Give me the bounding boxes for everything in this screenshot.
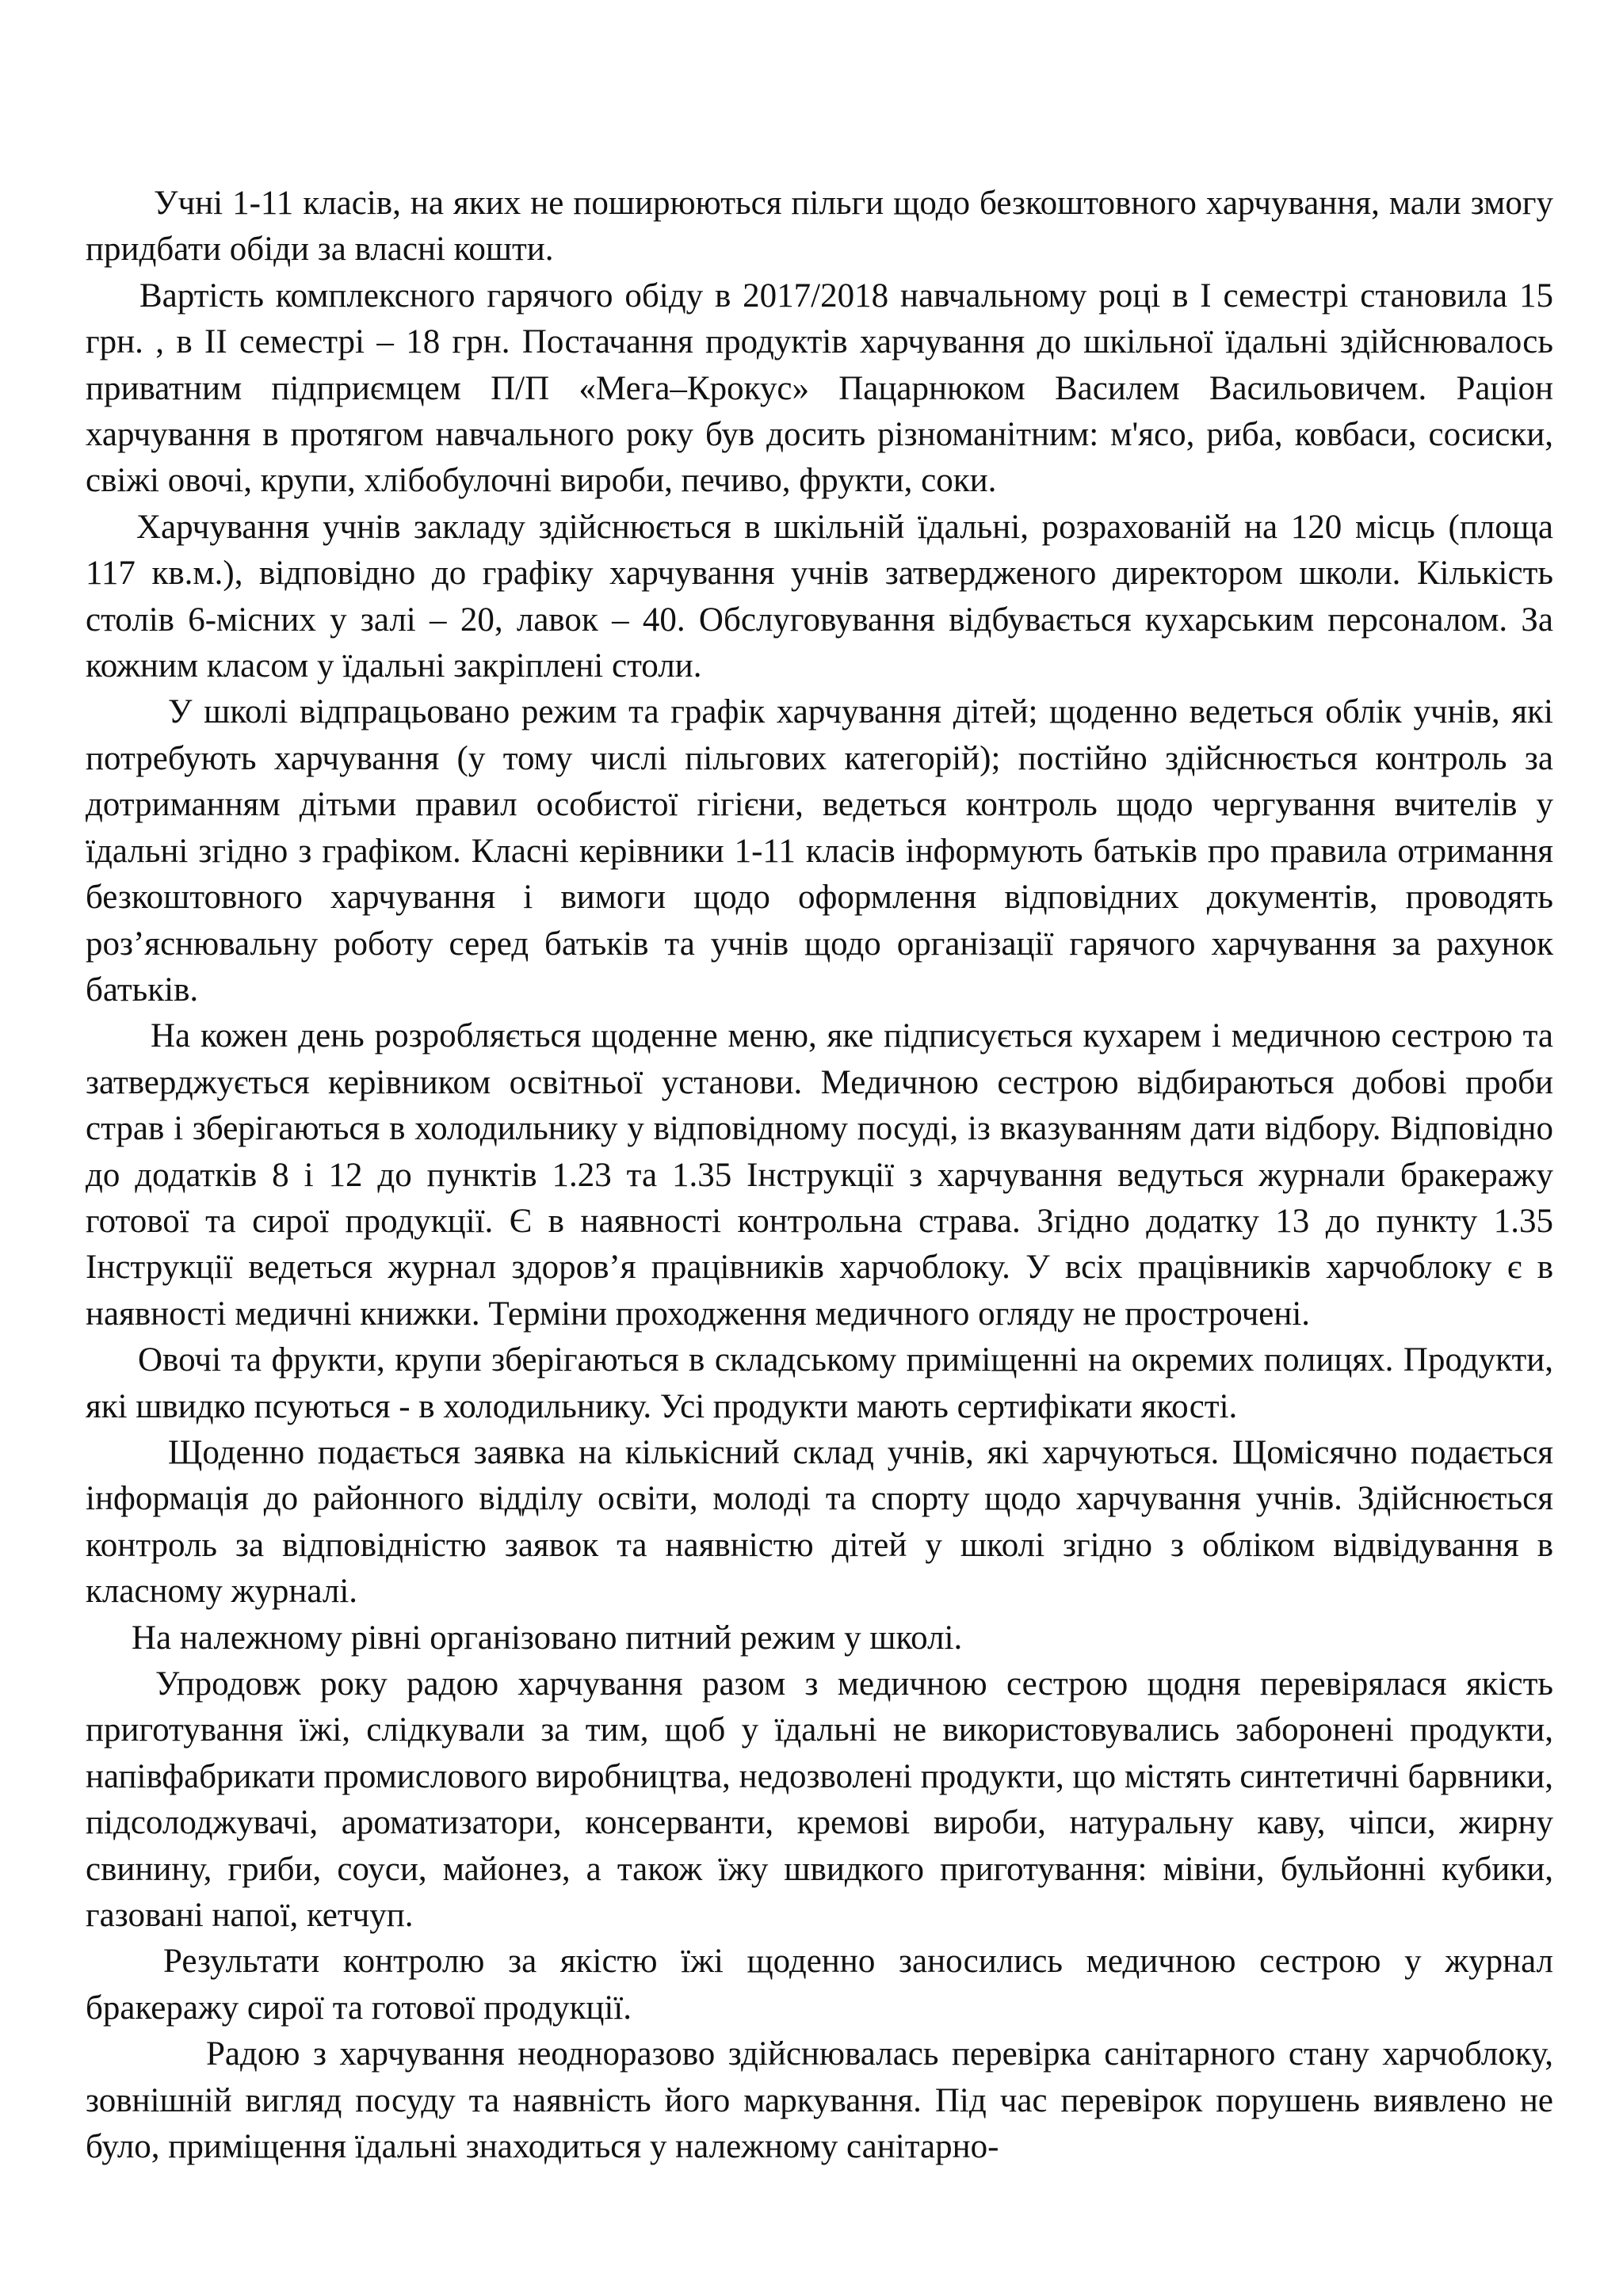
paragraph-control-results: Результати контролю за якістю їжі щоденно заносились медичною сестрою у журнал бракеражу сирої та готової продукції. — [86, 1943, 1553, 2027]
paragraph-drinking-regime: На належному рівні організовано питний режим у школі. — [132, 1619, 963, 1657]
paragraph-quality-control: Упродовж року радою харчування разом з медичною сестрою щодня перевірялася якість приготування їжі, слідкували за тим, щоб у їдальні не використовувались заборонені продукти, напівфабрикати промислового виробництва, недозволені продукти, що містять синтетичні барвники, підсолоджувачі, ароматизатори, консерванти, кремові вироби, натуральну каву, чіпси, жирну свинину, гриби, соуси, майонез, а також їжу швидкого приготування: мівіни, бульйонні кубики, газовані напої, кетчуп. — [86, 1665, 1553, 1935]
paragraph-sanitary-inspection: Радою з харчування неодноразово здійснювалась перевірка санітарного стану харчоблоку, зовнішній вигляд посуду та наявність його маркування. Під час перевірок порушень виявлено не було, приміщення їдальні знаходиться у належному санітарно- — [86, 2035, 1553, 2166]
paragraph-food-storage: Овочі та фрукти, крупи зберігаються в складському приміщенні на окремих полицях. Продукти, які швидко псуються - в холодильнику. Усі продукти мають сертифікати якості. — [86, 1341, 1553, 1425]
document-body — [86, 181, 1553, 2170]
paragraph-daily-menu: На кожен день розробляється щоденне меню, яке підписується кухарем і медичною сестрою та затверджується керівником освітньої установи. Медичною сестрою відбираються добові проби страв і зберігаються в холодильнику у відповідному посуді, із вказуванням дати відбору. Відповідно до додатків 8 і 12 до пунктів 1.23 та 1.35 Інструкції з харчування ведуться журнали бракеражу готової та сирої продукції. Є в наявності контрольна страва. Згідно додатку 13 до пункту 1.35 Інструкції ведеться журнал здоров’я працівників харчоблоку. У всіх працівників харчоблоку є в наявності медичні книжки. Терміни проходження медичного огляду не прострочені. — [86, 1017, 1553, 1333]
paragraph-canteen-capacity: Харчування учнів закладу здійснюється в шкільній їдальні, розрахованій на 120 місць (площа 117 кв.м.), відповідно до графіку харчування учнів затвердженого директором школи. Кількість столів 6-місних у залі – 20, лавок – 40. Обслуговування відбувається кухарським персоналом. За кожним класом у їдальні закріплені столи. — [86, 508, 1553, 685]
paragraph-meal-cost-supplier: Вартість комплексного гарячого обіду в 2017/2018 навчальному році в І семестрі становила 15 грн. , в ІІ семестрі – 18 грн. Постачання продуктів харчування до шкільної їдальні здійснювалось приватним підприємцем П/П «Мега–Крокус» Пацарнюком Василем Васильовичем. Раціон харчування в протягом навчального року був досить різноманітним: м'ясо, риба, ковбаси, сосиски, свіжі овочі, крупи, хлібобулочні вироби, печиво, фрукти, соки. — [86, 277, 1553, 500]
paragraph-meal-schedule: У школі відпрацьовано режим та графік харчування дітей; щоденно ведеться облік учнів, які потребують харчування (у тому числі пільгових категорій); постійно здійснюється контроль за дотриманням дітьми правил особистої гігієни, ведеться контроль щодо чергування вчителів у їдальні згідно з графіком. Класні керівники 1-11 класів інформують батьків про правила отримання безкоштовного харчування і вимоги щодо оформлення відповідних документів, проводять роз’яснювальну роботу серед батьків та учнів щодо організації гарячого харчування за рахунок батьків. — [86, 693, 1553, 1009]
paragraph-daily-request: Щоденно подається заявка на кількісний склад учнів, які харчуються. Щомісячно подається інформація до районного відділу освіти, молоді та спорту щодо харчування учнів. Здійснюється контроль за відповідністю заявок та наявністю дітей у школі згідно з обліком відвідування в класному журналі. — [86, 1433, 1553, 1611]
paragraph-paid-meals: Учні 1-11 класів, на яких не поширюються пільги щодо безкоштовного харчування, мали змогу придбати обіди за власні кошти. — [86, 185, 1553, 269]
